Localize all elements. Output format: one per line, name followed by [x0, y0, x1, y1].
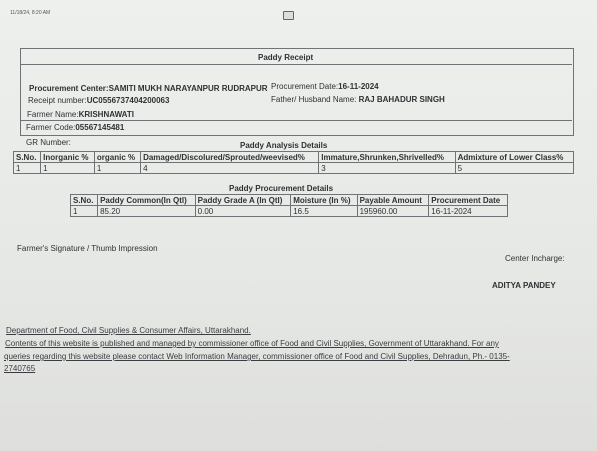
procurement-cell-amount: 195960.00 — [357, 206, 429, 217]
procurement-cell-moisture: 16.5 — [291, 206, 357, 217]
analysis-cell-inorganic: 1 — [41, 163, 95, 174]
analysis-col-immature: Immature,Shrunken,Shrivelled% — [319, 152, 455, 163]
procurement-cell-common: 85.20 — [98, 206, 196, 217]
procurement-center — [29, 84, 268, 93]
procurement-date-label: Procurement Date: — [271, 82, 339, 91]
procurement-date-value: 16-11-2024 — [338, 82, 379, 91]
farmer-signature-label: Farmer's Signature / Thumb Impression — [17, 244, 158, 253]
analysis-title: Paddy Analysis Details — [240, 141, 328, 150]
receipt-number-value: UC0556737404200063 — [86, 96, 170, 105]
father-name — [271, 95, 445, 104]
footer-line-1: Contents of this website is published and managed by commissioner office of Food and Civil Supplies, Government of Uttarakhand. For any — [5, 339, 499, 348]
farmer-name-value: KRISHNAWATI — [78, 110, 134, 119]
analysis-table — [13, 151, 574, 174]
footer-line-3: 2740765 — [4, 364, 36, 373]
procurement-center-label: Procurement Center: — [29, 84, 109, 93]
procurement-cell-date: 16-11-2024 — [429, 206, 508, 217]
center-incharge-name: ADITYA PANDEY — [492, 281, 556, 290]
farmer-code-divider — [20, 120, 572, 121]
procurement-col-common: Paddy Common(In Qtl) — [98, 195, 196, 206]
farmer-code-label: Farmer Code: — [26, 123, 76, 132]
analysis-header-row — [14, 152, 574, 163]
procurement-col-grade-a: Paddy Grade A (In Qtl) — [195, 195, 291, 206]
print-icon[interactable] — [283, 11, 294, 20]
father-name-value: RAJ BAHADUR SINGH — [358, 95, 445, 104]
procurement-col-sno: S.No. — [71, 195, 98, 206]
center-incharge-label: Center Incharge: — [505, 254, 565, 263]
department-link[interactable]: Department of Food, Civil Supplies & Consumer Affairs, Uttarakhand. — [6, 326, 251, 335]
analysis-col-sno: S.No. — [14, 152, 41, 163]
receipt-title-divider — [20, 64, 572, 65]
farmer-name — [27, 110, 134, 119]
gr-number-label: GR Number: — [26, 138, 71, 147]
farmer-code — [26, 123, 124, 132]
farmer-code-value: 05567145481 — [75, 123, 125, 132]
procurement-title: Paddy Procurement Details — [229, 184, 334, 193]
procurement-table — [70, 194, 508, 217]
procurement-cell-sno: 1 — [71, 206, 98, 217]
analysis-cell-immature: 3 — [319, 163, 455, 174]
analysis-col-damaged: Damaged/Discolured/Sprouted/weevised% — [141, 152, 319, 163]
analysis-cell-damaged: 4 — [141, 163, 319, 174]
table-row — [71, 206, 508, 217]
father-name-label: Father/ Husband Name: — [271, 95, 357, 104]
procurement-col-date: Procurement Date — [429, 195, 508, 206]
analysis-cell-admixture: 5 — [455, 163, 573, 174]
procurement-col-moisture: Moisture (In %) — [291, 195, 357, 206]
procurement-header-row — [71, 195, 508, 206]
analysis-cell-organic: 1 — [94, 163, 140, 174]
print-datetime: 11/18/24, 8:20 AM — [10, 10, 51, 16]
receipt-number-label: Receipt number: — [28, 96, 87, 105]
analysis-col-organic: organic % — [94, 152, 140, 163]
farmer-name-label: Farmer Name: — [27, 110, 79, 119]
procurement-col-amount: Payable Amount — [357, 195, 429, 206]
receipt-title: Paddy Receipt — [258, 53, 314, 62]
analysis-col-admixture: Admixture of Lower Class% — [455, 152, 573, 163]
procurement-cell-grade-a: 0.00 — [195, 206, 291, 217]
procurement-date — [271, 82, 379, 91]
receipt-number — [28, 96, 169, 105]
footer-line-2: queries regarding this website please contact Web Information Manager, commissioner office of Food and Civil Supplies, Dehradun, Ph.- 0135- — [4, 352, 510, 361]
analysis-col-inorganic: Inorganic % — [41, 152, 95, 163]
analysis-cell-sno: 1 — [14, 163, 41, 174]
procurement-center-value: SAMITI MUKH NARAYANPUR RUDRAPUR — [108, 84, 268, 93]
gr-number — [26, 138, 71, 147]
table-row — [14, 163, 574, 174]
